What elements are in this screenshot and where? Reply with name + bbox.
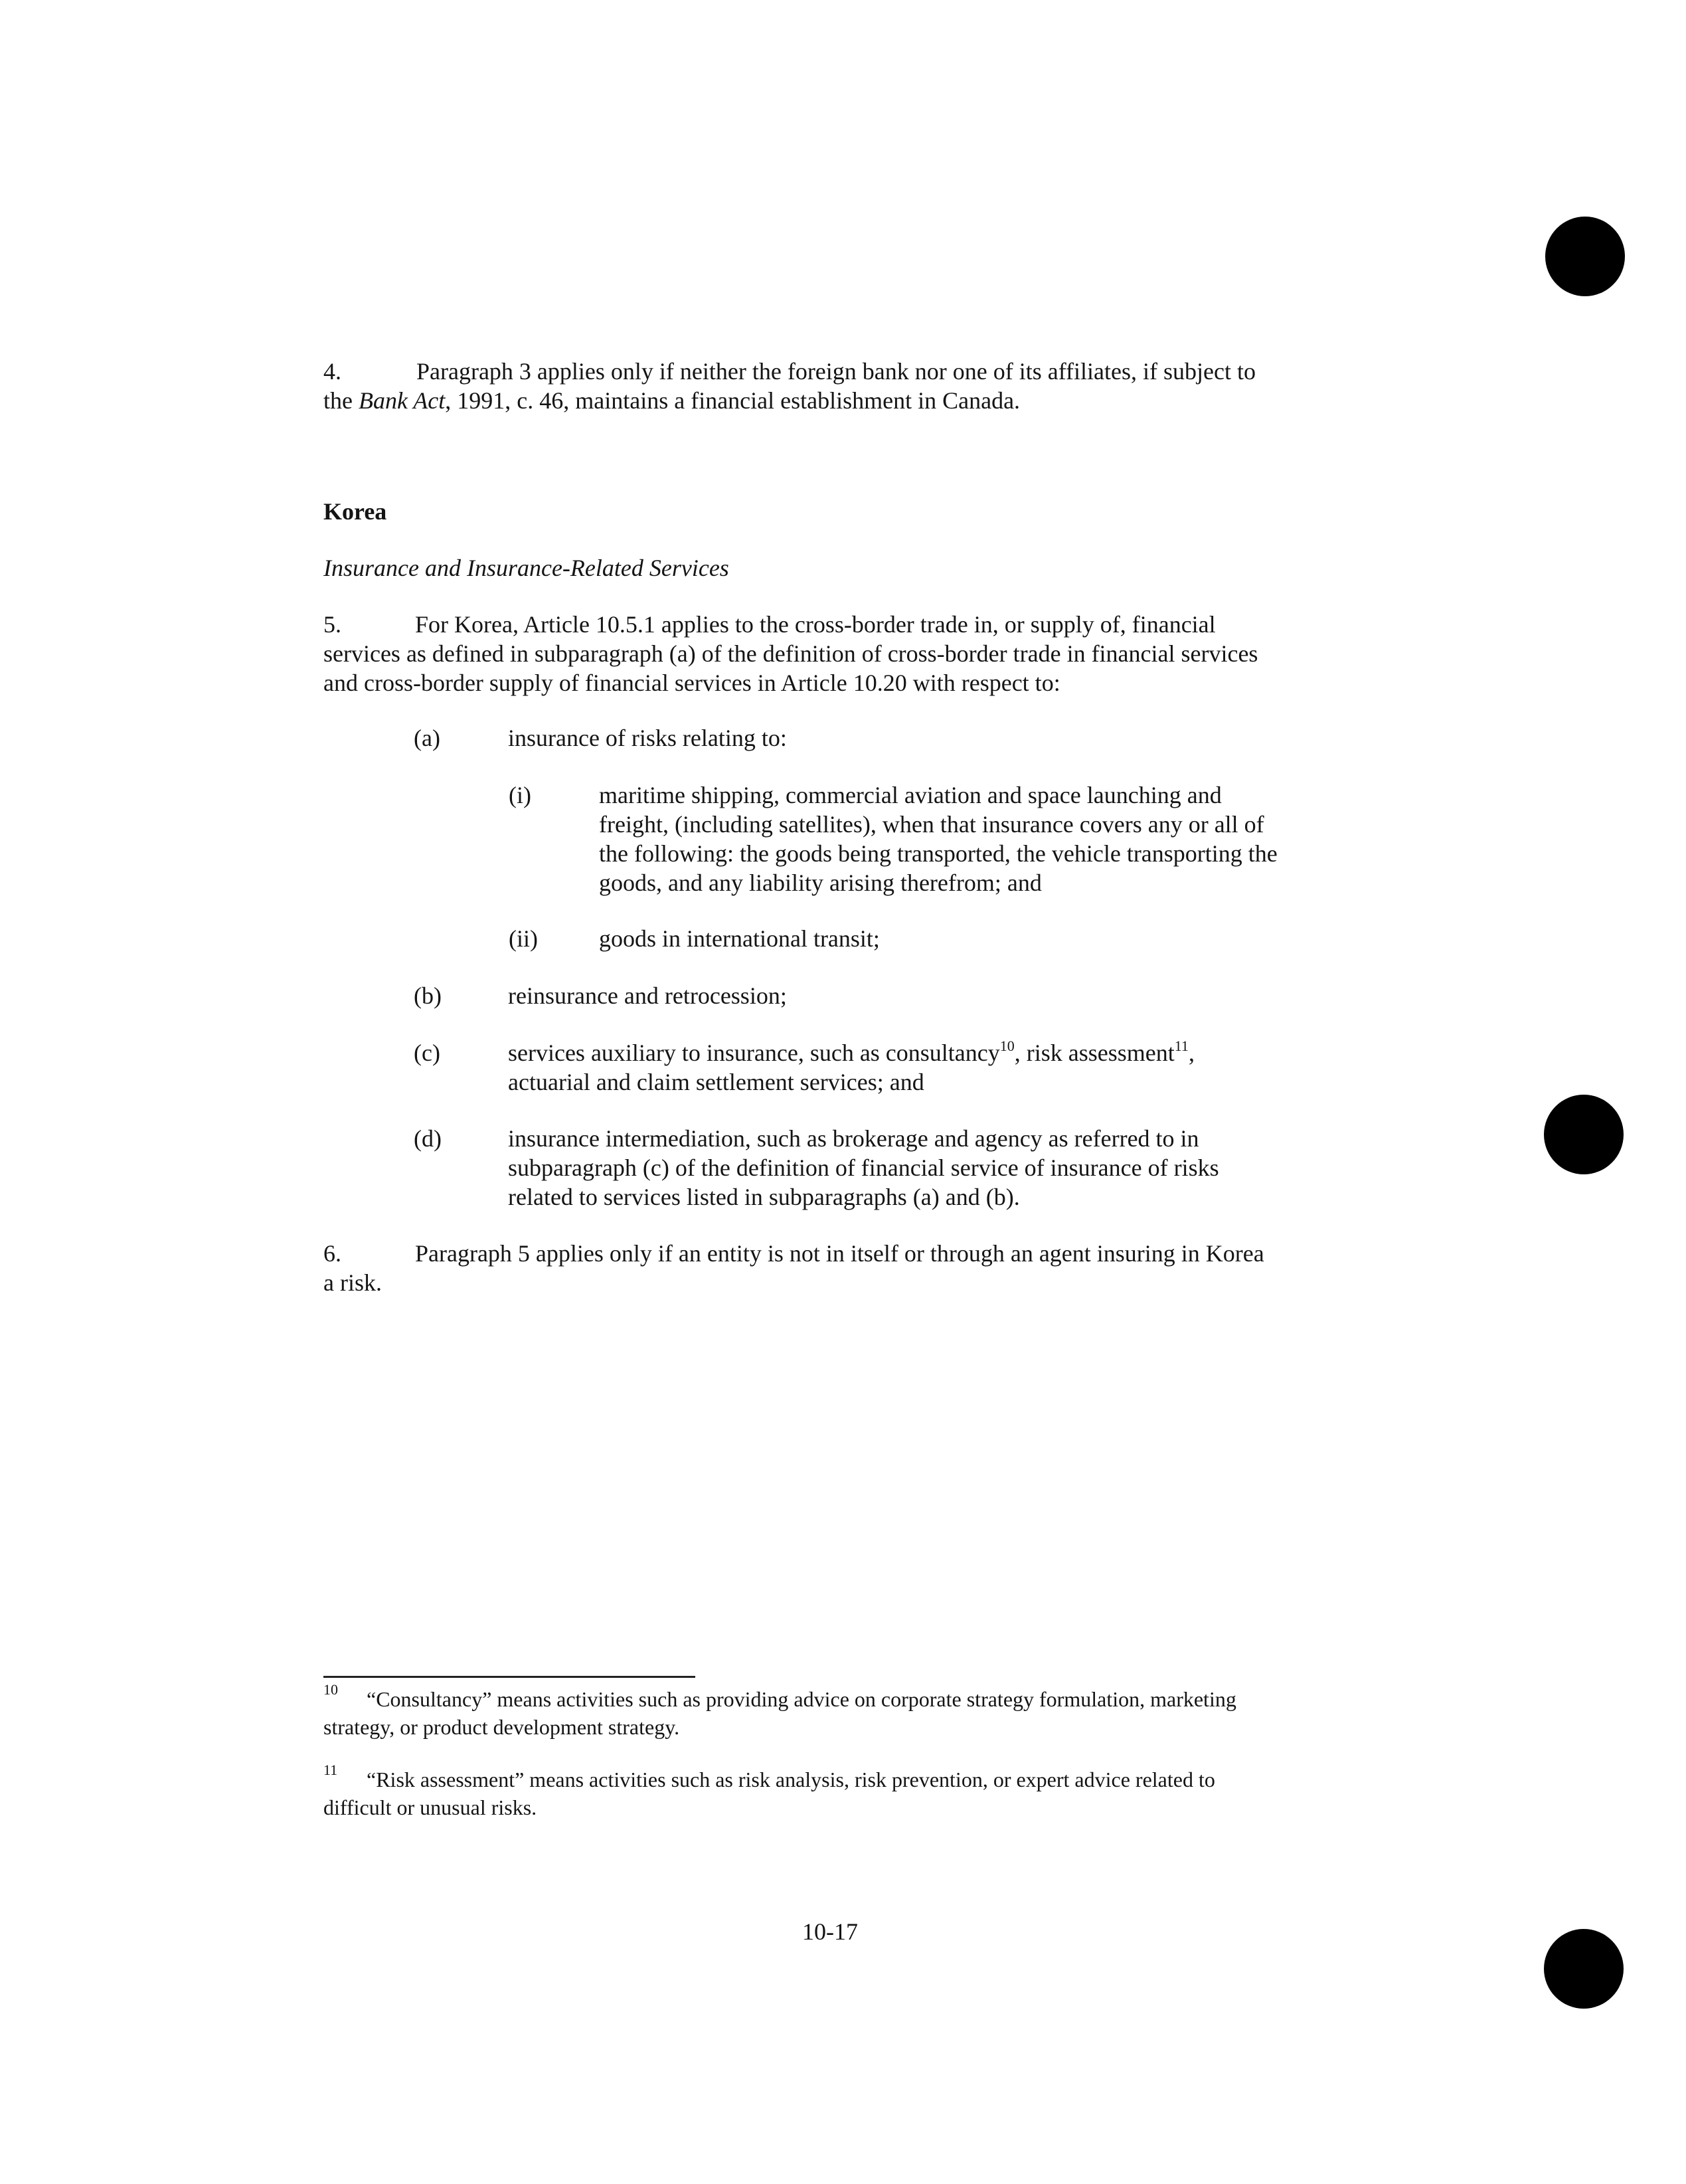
list-item-a-i-line-1: maritime shipping, commercial aviation and space launching and xyxy=(599,782,1222,808)
list-item-a-i-line-3: the following: the goods being transported, the vehicle transporting the xyxy=(599,840,1278,867)
paragraph-4-line-2: the Bank Act, 1991, c. 46, maintains a financial establishment in Canada. xyxy=(323,387,1021,414)
footnote-11-line-1: “Risk assessment” means activities such as risk analysis, risk prevention, or expert advice related to xyxy=(367,1768,1215,1791)
footnote-11-mark: 11 xyxy=(323,1762,338,1778)
footnote-10-line-2: strategy, or product development strategy. xyxy=(323,1715,680,1739)
list-item-b-text: reinsurance and retrocession; xyxy=(508,982,787,1009)
paragraph-6-line-1: Paragraph 5 applies only if an entity is not in itself or through an agent insuring in Korea xyxy=(415,1240,1264,1267)
list-item-a-i-line-4: goods, and any liability arising therefrom; and xyxy=(599,869,1042,896)
paragraph-5-line-3: and cross-border supply of financial services in Article 10.20 with respect to: xyxy=(323,670,1060,696)
list-item-d-line-1: insurance intermediation, such as brokerage and agency as referred to in xyxy=(508,1125,1199,1152)
section-heading-korea: Korea xyxy=(323,498,387,525)
paragraph-5-line-1: For Korea, Article 10.5.1 applies to the cross-border trade in, or supply of, financial xyxy=(415,611,1216,638)
list-item-a-ii-label: (ii) xyxy=(509,925,538,952)
footnote-10-mark: 10 xyxy=(323,1681,338,1698)
paragraph-4-line-1: Paragraph 3 applies only if neither the foreign bank nor one of its affiliates, if subject to xyxy=(416,358,1256,385)
paragraph-5-number: 5. xyxy=(323,611,341,638)
list-item-d-line-3: related to services listed in subparagraphs (a) and (b). xyxy=(508,1184,1020,1210)
section-subheading: Insurance and Insurance-Related Services xyxy=(323,555,729,581)
paragraph-4-number: 4. xyxy=(323,358,341,385)
bank-act-title: Bank Act xyxy=(358,387,446,414)
paragraph-6-number: 6. xyxy=(323,1240,341,1267)
paragraph-6-line-2: a risk. xyxy=(323,1269,382,1296)
footnote-separator xyxy=(323,1676,695,1678)
footnote-11-line-2: difficult or unusual risks. xyxy=(323,1795,537,1819)
list-item-a-label: (a) xyxy=(414,725,440,751)
footnote-ref-11[interactable]: 11 xyxy=(1174,1038,1189,1054)
list-item-d-line-2: subparagraph (c) of the definition of financial service of insurance of risks xyxy=(508,1154,1219,1181)
list-item-a-i-line-2: freight, (including satellites), when that insurance covers any or all of xyxy=(599,811,1264,838)
footnote-ref-10[interactable]: 10 xyxy=(999,1038,1015,1054)
list-item-a-text: insurance of risks relating to: xyxy=(508,725,787,751)
list-item-a-i-label: (i) xyxy=(509,782,531,808)
list-item-b-label: (b) xyxy=(414,982,442,1009)
list-item-c-line-2: actuarial and claim settlement services; and xyxy=(508,1069,924,1095)
punch-hole-top xyxy=(1545,217,1625,296)
list-item-c-line-1: services auxiliary to insurance, such as consultancy$^{10}$, risk assessment$^{11}$, xyxy=(508,1038,1195,1066)
list-item-c-label: (c) xyxy=(414,1040,440,1066)
list-item-a-ii-text: goods in international transit; xyxy=(599,925,880,952)
page-number: 10-17 xyxy=(802,1918,858,1945)
list-item-d-label: (d) xyxy=(414,1125,442,1152)
punch-hole-bottom xyxy=(1544,1929,1624,2009)
paragraph-5-line-2: services as defined in subparagraph (a) of the definition of cross-border trade in financial services xyxy=(323,640,1258,667)
footnote-10-line-1: “Consultancy” means activities such as providing advice on corporate strategy formulation, marketing xyxy=(367,1687,1236,1711)
punch-hole-middle xyxy=(1544,1095,1624,1174)
